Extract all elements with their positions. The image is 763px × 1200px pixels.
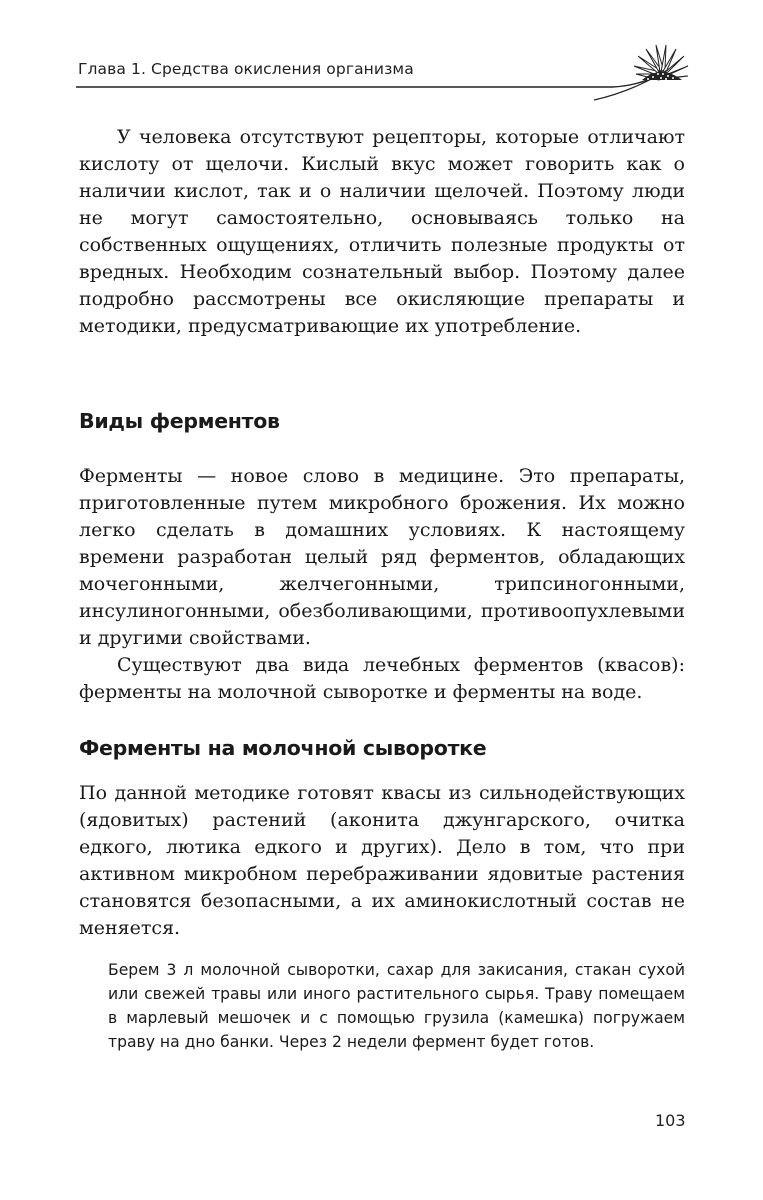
subsection-heading: Ферменты на молочной сыворотке — [79, 736, 487, 760]
section-paragraph-2: Существуют два вида лечебных ферментов (квасов): ферменты на молочной сыворотке и ферменты на воде. — [79, 654, 685, 703]
sunflower-icon — [628, 44, 690, 90]
page-number: 103 — [655, 1111, 686, 1130]
recipe-text: Берем 3 л молочной сыворотки, сахар для закисания, стакан сухой или свежей травы или иного растительного сырья. Траву помещаем в марлевый мешочек и с помощью грузила (камешка) погружаем траву на дно банки. Через 2 недели фермент будет готов. — [108, 961, 685, 1051]
section-heading: Виды ферментов — [79, 409, 280, 433]
subsection-paragraph: По данной методике готовят квасы из сильнодействующих (ядовитых) растений (аконита джунгарского, очитка едкого, лютика едкого и других). Дело в том, что при активном микробном перебраживании ядовитые растения становятся безопасными, а их аминокислотный состав не меняется. — [79, 782, 685, 939]
intro-paragraph: У человека отсутствуют рецепторы, которые отличают кислоту от щелочи. Кислый вкус может говорить как о наличии кислот, так и о наличии щелочей. Поэтому люди не могут самостоятельно, основываясь только на собственных ощущениях, отличить полезные продукты от вредных. Необходим сознательный выбор. Поэтому далее подробно рассмотрены все окисляющие препараты и методики, предусматривающие их употребление. — [79, 126, 685, 337]
running-head-title: Глава 1. Средства окисления организма — [78, 60, 414, 78]
section-paragraph-1: Ферменты — новое слово в медицине. Это препараты, приготовленные путем микробного брожения. Их можно легко сделать в домашних условиях. К настоящему времени разработан целый ряд ферментов, обладающих мочегонными, желчегонными, трипсиногонными, инсулиногонными, обезболивающими, противоопухлевыми и другими свойствами. — [79, 465, 685, 649]
